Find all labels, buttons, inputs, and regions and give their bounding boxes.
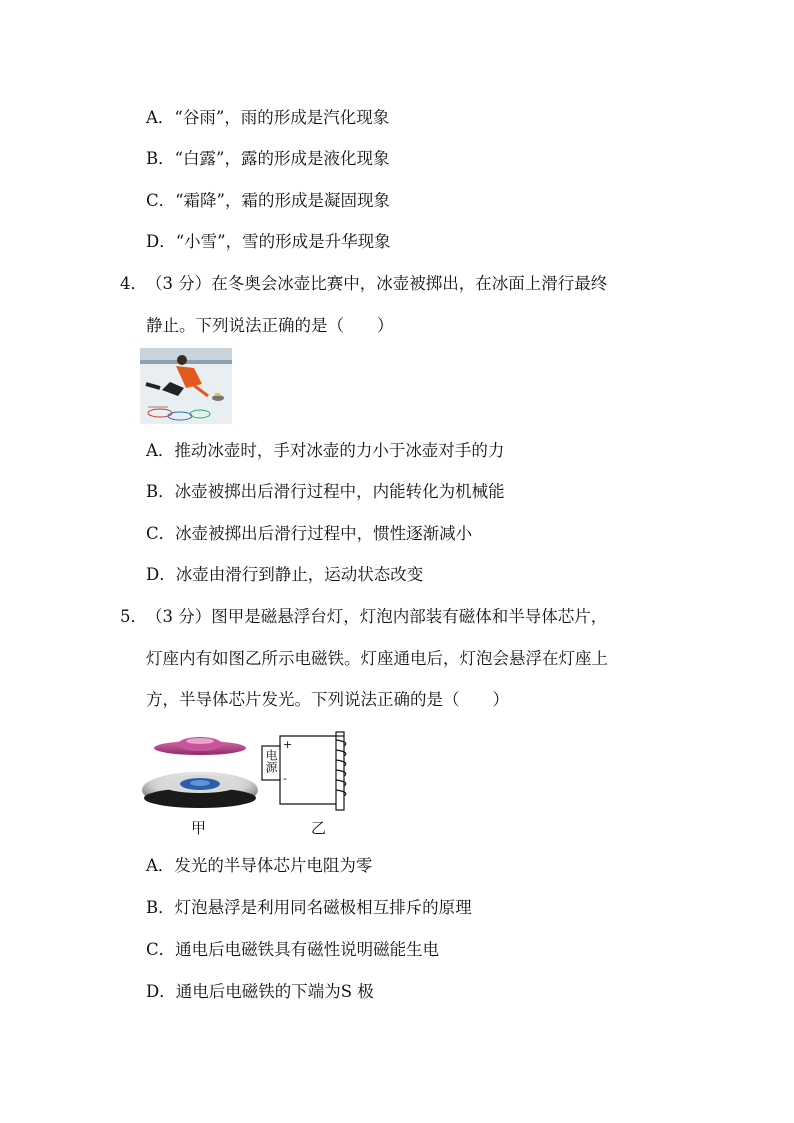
q4-option-a: A．推动冰壶时，手对冰壶的力小于冰壶对手的力 [146, 441, 505, 460]
figure-label-yi: 乙 [311, 819, 327, 837]
q3-option-a: A．“谷雨”，雨的形成是汽化现象 [146, 108, 390, 127]
q5-option-d: D．通电后电磁铁的下端为S 极 [146, 982, 374, 1001]
q4-stem-line1: （3 分）在冬奥会冰壶比赛中，冰壶被掷出，在冰面上滑行最终 [146, 274, 608, 293]
q5-number: 5． [120, 607, 147, 626]
q5-option-a: A．发光的半导体芯片电阻为零 [146, 856, 373, 875]
levitating-lamp-figure [140, 732, 260, 814]
q4-option-d: D．冰壶由滑行到静止，运动状态改变 [146, 565, 424, 584]
q5-stem-line2: 灯座内有如图乙所示电磁铁。灯座通电后，灯泡会悬浮在灯座上 [146, 649, 608, 668]
curling-photo [140, 348, 232, 424]
minus-sign: - [283, 772, 287, 785]
q4-stem-line2: 静止。下列说法正确的是（ ） [146, 316, 394, 335]
q4-number: 4． [120, 274, 147, 293]
q4-option-c: C．冰壶被掷出后滑行过程中，惯性逐渐减小 [146, 524, 473, 543]
q3-option-d: D．“小雪”，雪的形成是升华现象 [146, 232, 391, 251]
q3-option-c: C．“霜降”，霜的形成是凝固现象 [146, 191, 390, 210]
q5-option-c: C．通电后电磁铁具有磁性说明磁能生电 [146, 940, 440, 959]
q5-stem-line3: 方，半导体芯片发光。下列说法正确的是（ ） [146, 690, 509, 709]
figure-label-jia: 甲 [191, 819, 207, 837]
q5-option-b: B．灯泡悬浮是利用同名磁极相互排斥的原理 [146, 898, 472, 917]
q5-stem-line1: （3 分）图甲是磁悬浮台灯，灯泡内部装有磁体和半导体芯片， [146, 607, 608, 626]
q3-option-b: B．“白露”，露的形成是液化现象 [146, 149, 390, 168]
power-source-label: 电源 [264, 749, 278, 773]
q4-option-b: B．冰壶被掷出后滑行过程中，内能转化为机械能 [146, 482, 505, 501]
plus-sign: + [283, 738, 293, 751]
